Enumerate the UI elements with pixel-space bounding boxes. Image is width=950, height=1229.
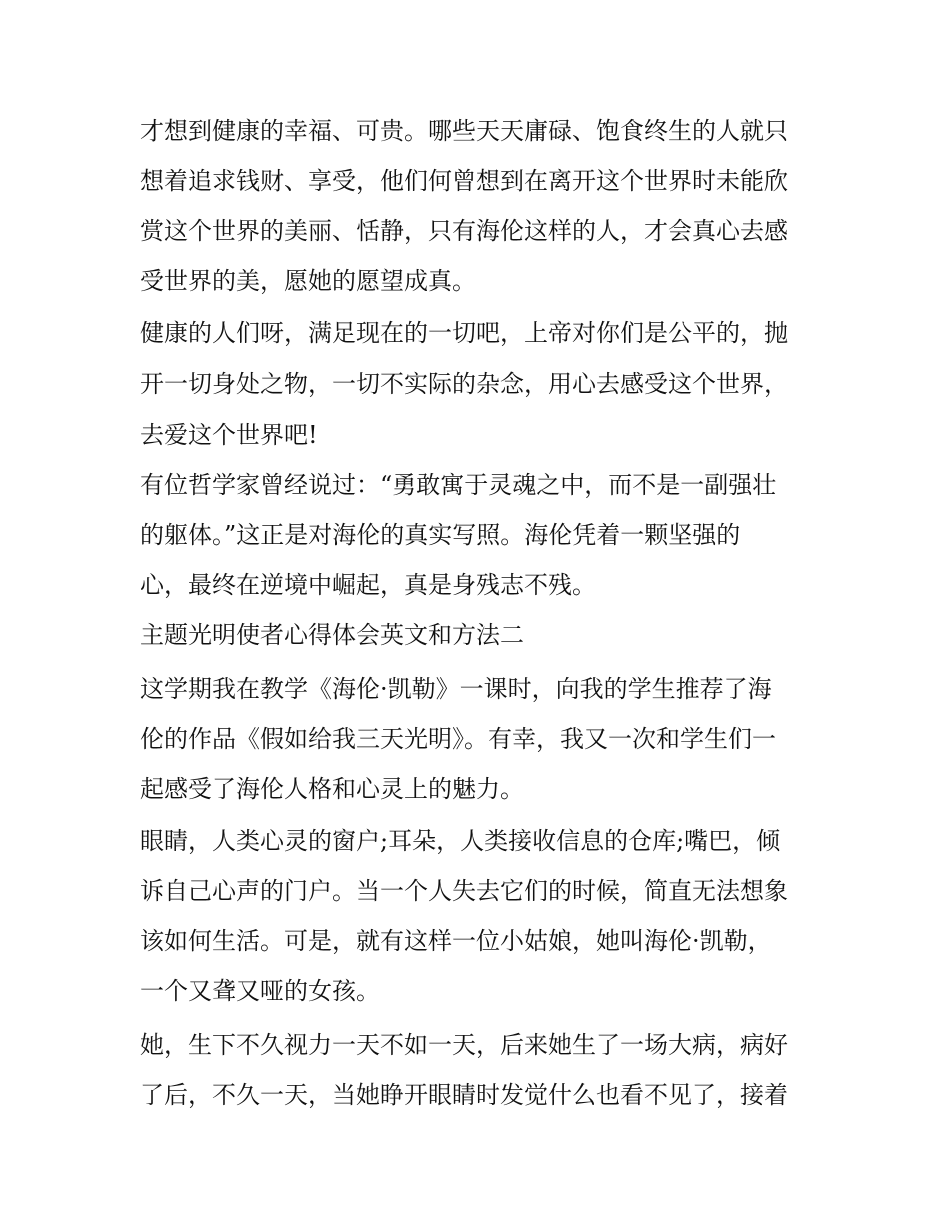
text-line: 有位哲学家曾经说过：“勇敢寓于灵魂之中，而不是一副强壮	[140, 471, 777, 499]
text-line: 了后，不久一天，当她睁开眼睛时发觉什么也看不见了，接着	[140, 1081, 788, 1109]
section-heading: 主题光明使者心得体会英文和方法二	[140, 621, 524, 649]
text-line: 想着追求钱财、享受，他们何曾想到在离开这个世界时未能欣	[140, 167, 788, 195]
text-line: 她，生下不久视力一天不如一天，后来她生了一场大病，病好	[140, 1031, 788, 1059]
text-line: 受世界的美，愿她的愿望成真。	[140, 267, 476, 295]
text-line: 该如何生活。可是，就有这样一位小姑娘，她叫海伦·凯勒，	[140, 927, 772, 955]
text-line: 健康的人们呀，满足现在的一切吧，上帝对你们是公平的，抛	[140, 319, 788, 347]
text-line: 这学期我在教学《海伦·凯勒》一课时，向我的学生推荐了海	[140, 675, 772, 703]
text-line: 诉自己心声的门户。当一个人失去它们的时候，简直无法想象	[140, 877, 788, 905]
text-line: 眼睛，人类心灵的窗户;耳朵，人类接收信息的仓库;嘴巴，倾	[140, 827, 781, 855]
text-line: 的躯体。”这正是对海伦的真实写照。海伦凭着一颗坚强的	[140, 521, 741, 549]
text-line: 去爱这个世界吧!	[140, 421, 318, 449]
text-line: 起感受了海伦人格和心灵上的魅力。	[140, 775, 524, 803]
text-line: 伦的作品《假如给我三天光明》。有幸，我又一次和学生们一	[140, 725, 776, 753]
text-line: 才想到健康的幸福、可贵。哪些天天庸碌、饱食终生的人就只	[140, 117, 788, 145]
text-line: 开一切身处之物，一切不实际的杂念，用心去感受这个世界，	[140, 370, 788, 398]
text-line: 赏这个世界的美丽、恬静，只有海伦这样的人，才会真心去感	[140, 217, 788, 245]
text-line: 一个又聋又哑的女孩。	[140, 977, 380, 1005]
text-line: 心，最终在逆境中崛起，真是身残志不残。	[140, 571, 596, 599]
